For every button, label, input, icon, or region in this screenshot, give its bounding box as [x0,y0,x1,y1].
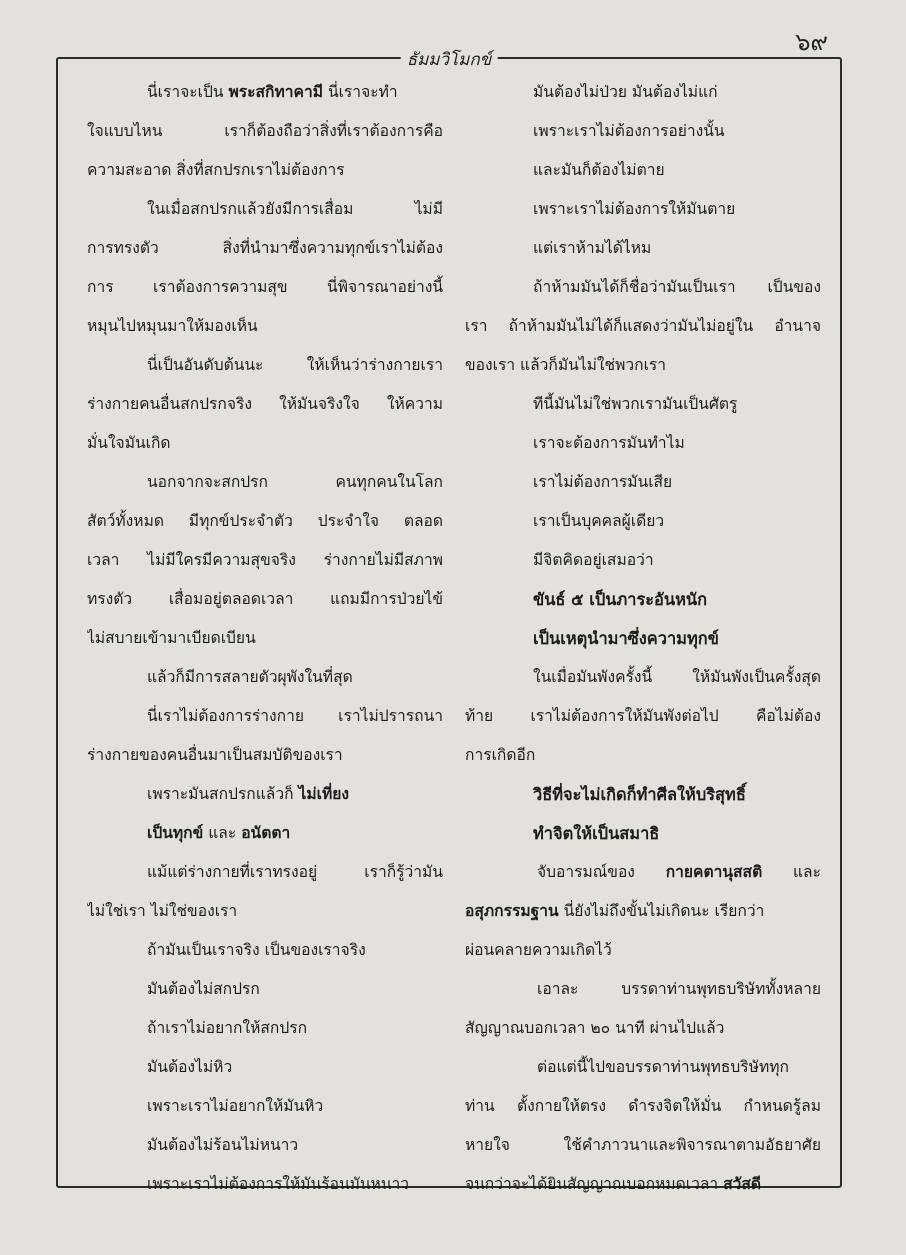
text-line: ในเมื่อสกปรกแล้วยังมีการเสื่อม ไม่มี [147,200,443,218]
text-line: เรา ถ้าห้ามมันไม่ได้ก็แสดงว่ามันไม่อยู่ใน อำนาจ [465,317,821,335]
text-line: แม้แต่ร่างกายที่เราทรงอยู่ เราก็รู้ว่ามัน [147,863,443,881]
text-line: สัญญาณบอกเวลา ๒๐ นาที ผ่านไปแล้ว [465,1019,725,1037]
section-heading: วิธีที่จะไม่เกิดก็ทำศีลให้บริสุทธิ์ [533,785,746,804]
text-line: เราไม่ต้องการมันเสีย [533,473,673,491]
text-line: ถ้าห้ามมันได้ก็ชื่อว่ามันเป็นเรา เป็นของ [533,278,821,296]
text-line: การ เราต้องการความสุข นี่พิจารณาอย่างนี้ [87,278,443,296]
text-line: แล้วก็มีการสลายตัวผุพังในที่สุด [147,668,353,686]
text-line: เอาละ บรรดาท่านพุทธบริษัททั้งหลาย [537,980,821,998]
text-line: เพราะมันสกปรกแล้วก็ ไม่เที่ยง [147,785,349,803]
right-column [465,73,821,1204]
text-line: ของเรา แล้วก็มันไม่ใช่พวกเรา [465,356,667,374]
text-line: ใจแบบไหน เราก็ต้องถือว่าสิ่งที่เราต้องการคือ [87,122,443,140]
text-line: การเกิดอีก [465,746,536,764]
section-heading: เป็นเหตุนำมาซึ่งความทุกข์ [533,629,719,648]
text-line: แต่เราห้ามได้ไหม [533,239,652,257]
text-line: ท่าน ตั้งกายให้ตรง ดำรงจิตให้มั่น กำหนดรู้ลม [465,1097,821,1115]
text-line: ในเมื่อมันพังครั้งนี้ ให้มันพังเป็นครั้งสุด [533,668,821,686]
text-line: ถ้ามันเป็นเราจริง เป็นของเราจริง [147,941,366,959]
text-line: ร่างกายคนอื่นสกปรกจริง ให้มันจริงใจ ให้ความ [87,395,443,413]
text-line: สัตว์ทั้งหมด มีทุกข์ประจำตัว ประจำใจ ตลอด [87,512,443,530]
text-line: การทรงตัว สิ่งที่นำมาซึ่งความทุกข์เราไม่ต้อง [87,239,443,257]
page-number: ๖๙ [795,28,828,56]
text-line: หมุนไปหมุนมาให้มองเห็น [87,317,258,335]
text-line: มันต้องไม่ป่วย มันต้องไม่แก่ [533,83,718,101]
text-line: นี่เราไม่ต้องการร่างกาย เราไม่ปรารถนา [147,707,443,725]
text-line: มั่นใจมันเกิด [87,434,171,452]
running-header-title: ธัมมวิโมกข์ [401,46,498,73]
text-line: เพราะเราไม่ต้องการอย่างนั้น [533,122,725,140]
text-line: นี่เป็นอันดับต้นนะ ให้เห็นว่าร่างกายเรา [147,356,443,374]
text-line: ทรงตัว เสื่อมอยู่ตลอดเวลา แถมมีการป่วยไข้ [87,590,443,608]
text-line: เพราะเราไม่ต้องการให้มันตาย [533,200,736,218]
text-line: ไม่ใช่เรา ไม่ใช่ของเรา [87,902,238,920]
text-line: มันต้องไม่หิว [147,1058,233,1076]
text-line: มันต้องไม่สกปรก [147,980,260,998]
text-line: มันต้องไม่ร้อนไม่หนาว [147,1136,299,1154]
text-line: เราจะต้องการมันทำไม [533,434,685,452]
section-heading: ทำจิตให้เป็นสมาธิ [533,824,660,843]
text-line: นอกจากจะสกปรก คนทุกคนในโลก [147,473,443,491]
text-line: ทีนี้มันไม่ใช่พวกเรามันเป็นศัตรู [533,395,738,413]
text-line: นี่เราจะเป็น พระสกิทาคามี นี่เราจะทำ [147,83,398,101]
content-frame [56,50,842,1193]
left-column [87,73,443,1204]
text-line: จับอารมณ์ของ กายคตานุสสติ และ [537,863,821,881]
text-line: จนกว่าจะได้ยินสัญญาณบอกหมดเวลา สวัสดี [465,1175,762,1193]
text-line: เพราะเราไม่ต้องการให้มันร้อนมันหนาว [147,1175,410,1193]
text-line: ท้าย เราไม่ต้องการให้มันพังต่อไป คือไม่ต้อง [465,707,821,725]
text-line: ไม่สบายเข้ามาเบียดเบียน [87,629,256,647]
text-line: มีจิตคิดอยู่เสมอว่า [533,551,654,569]
text-line: ร่างกายของคนอื่นมาเป็นสมบัติของเรา [87,746,343,764]
text-line: หายใจ ใช้คำภาวนาและพิจารณาตามอัธยาศัย [465,1136,821,1154]
section-heading: ขันธ์ ๕ เป็นภาระอันหนัก [533,590,708,609]
text-line: เป็นทุกข์ และ อนัตตา [147,824,291,842]
text-line: และมันก็ต้องไม่ตาย [533,161,665,179]
text-line: ผ่อนคลายความเกิดไว้ [465,941,612,959]
text-line: ต่อแต่นี้ไปขอบรรดาท่านพุทธบริษัททุก [537,1058,789,1076]
text-line: เพราะเราไม่อยากให้มันหิว [147,1097,324,1115]
text-line: อสุภกรรมฐาน นี่ยังไม่ถึงขั้นไม่เกิดนะ เรียกว่า [465,902,765,920]
text-line: ความสะอาด สิ่งที่สกปรกเราไม่ต้องการ [87,161,345,179]
text-line: เราเป็นบุคคลผู้เดียว [533,512,665,530]
text-line: เวลา ไม่มีใครมีความสุขจริง ร่างกายไม่มีสภาพ [87,551,443,569]
text-line: ถ้าเราไม่อยากให้สกปรก [147,1019,308,1037]
